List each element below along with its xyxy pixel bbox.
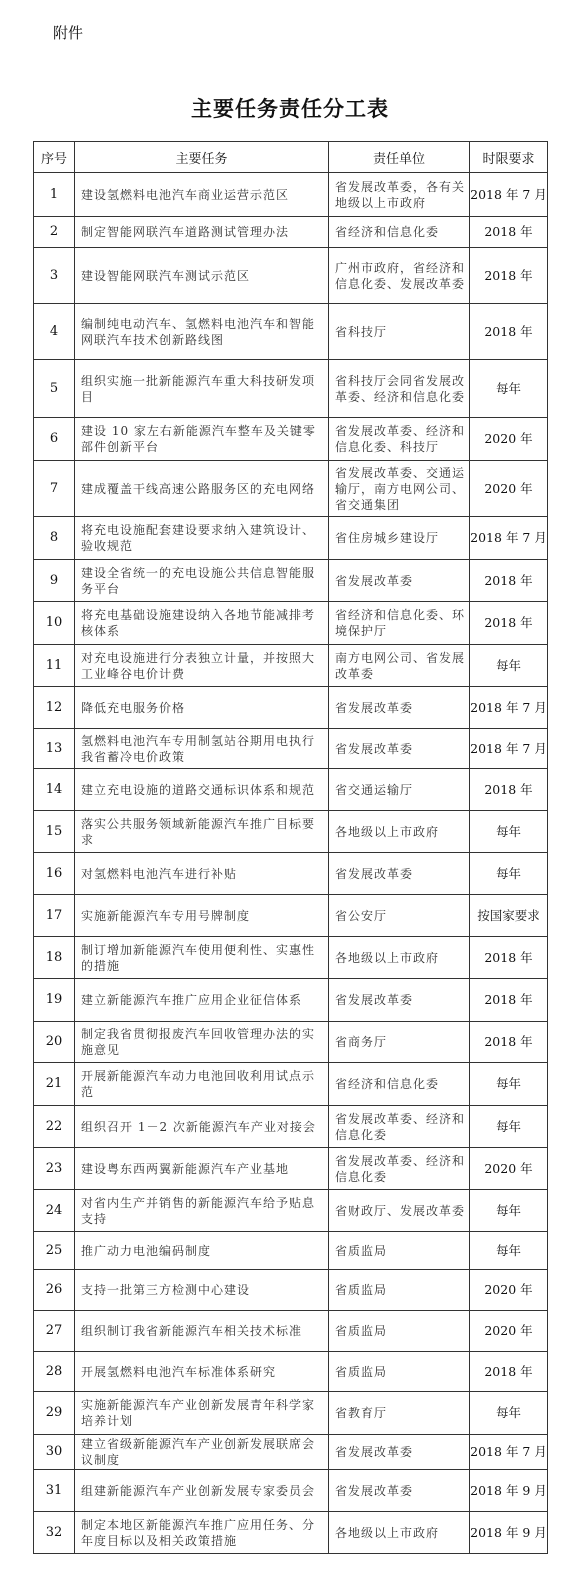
table-row — [34, 517, 548, 560]
row-task: 建立新能源汽车推广应用企业征信体系 — [75, 979, 329, 1022]
column-header-task: 主要任务 — [75, 142, 329, 173]
column-header-unit: 责任单位 — [329, 142, 470, 173]
table-row — [34, 1148, 548, 1190]
row-task: 制定我省贯彻报废汽车回收管理办法的实施意见 — [75, 1022, 329, 1063]
row-unit: 省住房城乡建设厅 — [329, 517, 470, 560]
row-deadline: 按国家要求 — [470, 895, 548, 937]
column-header-time: 时限要求 — [470, 142, 548, 173]
row-deadline: 每年 — [470, 811, 548, 853]
row-number: 23 — [34, 1148, 75, 1190]
row-number: 15 — [34, 811, 75, 853]
table-row — [34, 1392, 548, 1435]
row-number: 14 — [34, 769, 75, 811]
row-task: 建设全省统一的充电设施公共信息智能服务平台 — [75, 560, 329, 602]
row-number: 5 — [34, 360, 75, 418]
row-deadline: 2020 年 — [470, 1311, 548, 1352]
row-task: 组织制订我省新能源汽车相关技术标准 — [75, 1311, 329, 1352]
table-row — [34, 1190, 548, 1232]
row-unit: 省发展改革委 — [329, 729, 470, 769]
row-deadline: 2018 年 — [470, 1022, 548, 1063]
row-deadline: 2018 年 — [470, 1352, 548, 1392]
row-number: 28 — [34, 1352, 75, 1392]
row-unit: 省发展改革委、经济和信息化委、科技厅 — [329, 418, 470, 461]
table-header-row — [34, 142, 548, 173]
row-unit: 省教育厅 — [329, 1392, 470, 1435]
table-row — [34, 1311, 548, 1352]
table-row — [34, 248, 548, 304]
row-number: 18 — [34, 937, 75, 979]
row-deadline: 2018 年 9 月 — [470, 1470, 548, 1512]
row-unit: 省发展改革委 — [329, 687, 470, 729]
table-body — [34, 173, 548, 1554]
row-unit: 省发展改革委、经济和信息化委 — [329, 1148, 470, 1190]
row-deadline: 每年 — [470, 1392, 548, 1435]
row-number: 1 — [34, 173, 75, 217]
row-deadline: 2020 年 — [470, 418, 548, 461]
row-deadline: 2018 年 7 月 — [470, 729, 548, 769]
row-deadline: 2018 年 — [470, 602, 548, 645]
row-deadline: 每年 — [470, 1106, 548, 1148]
row-task: 开展氢燃料电池汽车标准体系研究 — [75, 1352, 329, 1392]
row-number: 11 — [34, 645, 75, 687]
row-deadline: 每年 — [470, 1063, 548, 1106]
row-task: 推广动力电池编码制度 — [75, 1232, 329, 1270]
row-deadline: 2018 年 7 月 — [470, 1435, 548, 1470]
row-unit: 省经济和信息化委 — [329, 1063, 470, 1106]
row-number: 30 — [34, 1435, 75, 1470]
table-row — [34, 729, 548, 769]
row-deadline: 每年 — [470, 1232, 548, 1270]
row-task: 降低充电服务价格 — [75, 687, 329, 729]
table-row — [34, 304, 548, 360]
row-number: 6 — [34, 418, 75, 461]
row-number: 2 — [34, 217, 75, 248]
table-row — [34, 645, 548, 687]
column-header-no: 序号 — [34, 142, 75, 173]
table-row — [34, 979, 548, 1022]
row-unit: 省发展改革委 — [329, 979, 470, 1022]
table-row — [34, 602, 548, 645]
row-unit: 省公安厅 — [329, 895, 470, 937]
row-deadline: 2020 年 — [470, 1148, 548, 1190]
row-unit: 省发展改革委，各有关地级以上市政府 — [329, 173, 470, 217]
row-unit: 各地级以上市政府 — [329, 811, 470, 853]
row-unit: 各地级以上市政府 — [329, 1512, 470, 1554]
table-row — [34, 461, 548, 517]
row-task: 支持一批第三方检测中心建设 — [75, 1270, 329, 1311]
row-unit: 各地级以上市政府 — [329, 937, 470, 979]
row-unit: 省发展改革委 — [329, 560, 470, 602]
table-row — [34, 811, 548, 853]
row-unit: 省科技厅 — [329, 304, 470, 360]
row-number: 3 — [34, 248, 75, 304]
row-task: 组建新能源汽车产业创新发展专家委员会 — [75, 1470, 329, 1512]
row-number: 32 — [34, 1512, 75, 1554]
row-deadline: 2018 年 — [470, 217, 548, 248]
row-number: 8 — [34, 517, 75, 560]
row-task: 建设智能网联汽车测试示范区 — [75, 248, 329, 304]
row-number: 17 — [34, 895, 75, 937]
row-number: 16 — [34, 853, 75, 895]
row-task: 建设氢燃料电池汽车商业运营示范区 — [75, 173, 329, 217]
row-deadline: 2018 年 — [470, 560, 548, 602]
table-row — [34, 1232, 548, 1270]
row-deadline: 每年 — [470, 360, 548, 418]
table-row — [34, 173, 548, 217]
row-task: 落实公共服务领域新能源汽车推广目标要求 — [75, 811, 329, 853]
row-deadline: 2018 年 9 月 — [470, 1512, 548, 1554]
row-number: 22 — [34, 1106, 75, 1148]
row-number: 24 — [34, 1190, 75, 1232]
row-deadline: 2018 年 7 月 — [470, 687, 548, 729]
row-deadline: 2018 年 — [470, 304, 548, 360]
table-row — [34, 1470, 548, 1512]
row-task: 建成覆盖干线高速公路服务区的充电网络 — [75, 461, 329, 517]
row-number: 19 — [34, 979, 75, 1022]
row-task: 建立省级新能源汽车产业创新发展联席会议制度 — [75, 1435, 329, 1470]
row-task: 制订增加新能源汽车使用便利性、实惠性的措施 — [75, 937, 329, 979]
row-task: 开展新能源汽车动力电池回收利用试点示范 — [75, 1063, 329, 1106]
table-row — [34, 687, 548, 729]
row-task: 制定本地区新能源汽车推广应用任务、分年度目标以及相关政策措施 — [75, 1512, 329, 1554]
row-number: 7 — [34, 461, 75, 517]
row-unit: 省财政厅、发展改革委 — [329, 1190, 470, 1232]
row-task: 实施新能源汽车产业创新发展青年科学家培养计划 — [75, 1392, 329, 1435]
row-number: 13 — [34, 729, 75, 769]
row-number: 26 — [34, 1270, 75, 1311]
row-deadline: 每年 — [470, 645, 548, 687]
row-unit: 省质监局 — [329, 1232, 470, 1270]
table-row — [34, 937, 548, 979]
table-row — [34, 1352, 548, 1392]
table-row — [34, 1435, 548, 1470]
table-row — [34, 560, 548, 602]
row-unit: 省发展改革委 — [329, 1470, 470, 1512]
row-unit: 省质监局 — [329, 1270, 470, 1311]
row-deadline: 2018 年 — [470, 979, 548, 1022]
row-unit: 省发展改革委 — [329, 853, 470, 895]
row-task: 对省内生产并销售的新能源汽车给予贴息支持 — [75, 1190, 329, 1232]
row-number: 12 — [34, 687, 75, 729]
row-task: 建立充电设施的道路交通标识体系和规范 — [75, 769, 329, 811]
row-unit: 省科技厅会同省发展改革委、经济和信息化委 — [329, 360, 470, 418]
row-deadline: 2020 年 — [470, 1270, 548, 1311]
table-row — [34, 360, 548, 418]
task-table — [33, 141, 548, 1554]
row-deadline: 2018 年 — [470, 769, 548, 811]
row-number: 9 — [34, 560, 75, 602]
row-deadline: 2018 年 7 月 — [470, 517, 548, 560]
row-unit: 省发展改革委、经济和信息化委 — [329, 1106, 470, 1148]
row-task: 组织实施一批新能源汽车重大科技研发项目 — [75, 360, 329, 418]
row-task: 制定智能网联汽车道路测试管理办法 — [75, 217, 329, 248]
row-deadline: 2020 年 — [470, 461, 548, 517]
row-task: 建设粤东西两翼新能源汽车产业基地 — [75, 1148, 329, 1190]
table-row — [34, 1022, 548, 1063]
row-number: 25 — [34, 1232, 75, 1270]
table-row — [34, 853, 548, 895]
row-unit: 省质监局 — [329, 1311, 470, 1352]
row-unit: 省发展改革委、交通运输厅，南方电网公司、省交通集团 — [329, 461, 470, 517]
row-unit: 省商务厅 — [329, 1022, 470, 1063]
row-deadline: 每年 — [470, 1190, 548, 1232]
row-deadline: 每年 — [470, 853, 548, 895]
row-deadline: 2018 年 7 月 — [470, 173, 548, 217]
page-title: 主要任务责任分工表 — [191, 97, 389, 121]
row-unit: 省经济和信息化委 — [329, 217, 470, 248]
table-row — [34, 769, 548, 811]
table-row — [34, 1270, 548, 1311]
row-task: 编制纯电动汽车、氢燃料电池汽车和智能网联汽车技术创新路线图 — [75, 304, 329, 360]
row-deadline: 2018 年 — [470, 937, 548, 979]
row-number: 27 — [34, 1311, 75, 1352]
row-unit: 省发展改革委 — [329, 1435, 470, 1470]
row-number: 21 — [34, 1063, 75, 1106]
table-row — [34, 1512, 548, 1554]
row-task: 将充电设施配套建设要求纳入建筑设计、验收规范 — [75, 517, 329, 560]
row-unit: 南方电网公司、省发展改革委 — [329, 645, 470, 687]
row-number: 29 — [34, 1392, 75, 1435]
row-task: 将充电基础设施建设纳入各地节能减排考核体系 — [75, 602, 329, 645]
row-task: 对氢燃料电池汽车进行补贴 — [75, 853, 329, 895]
row-number: 20 — [34, 1022, 75, 1063]
row-task: 组织召开 1－2 次新能源汽车产业对接会 — [75, 1106, 329, 1148]
row-number: 31 — [34, 1470, 75, 1512]
table-row — [34, 217, 548, 248]
table-row — [34, 895, 548, 937]
row-task: 氢燃料电池汽车专用制氢站谷期用电执行我省蓄冷电价政策 — [75, 729, 329, 769]
row-task: 建设 10 家左右新能源汽车整车及关键零部件创新平台 — [75, 418, 329, 461]
row-number: 10 — [34, 602, 75, 645]
row-task: 实施新能源汽车专用号牌制度 — [75, 895, 329, 937]
attachment-label: 附件 — [53, 24, 84, 42]
row-unit: 省交通运输厅 — [329, 769, 470, 811]
row-deadline: 2018 年 — [470, 248, 548, 304]
table-row — [34, 1063, 548, 1106]
table-row — [34, 418, 548, 461]
row-unit: 省经济和信息化委、环境保护厅 — [329, 602, 470, 645]
row-task: 对充电设施进行分表独立计量，并按照大工业峰谷电价计费 — [75, 645, 329, 687]
table-row — [34, 1106, 548, 1148]
row-unit: 省质监局 — [329, 1352, 470, 1392]
row-unit: 广州市政府，省经济和信息化委、发展改革委 — [329, 248, 470, 304]
row-number: 4 — [34, 304, 75, 360]
